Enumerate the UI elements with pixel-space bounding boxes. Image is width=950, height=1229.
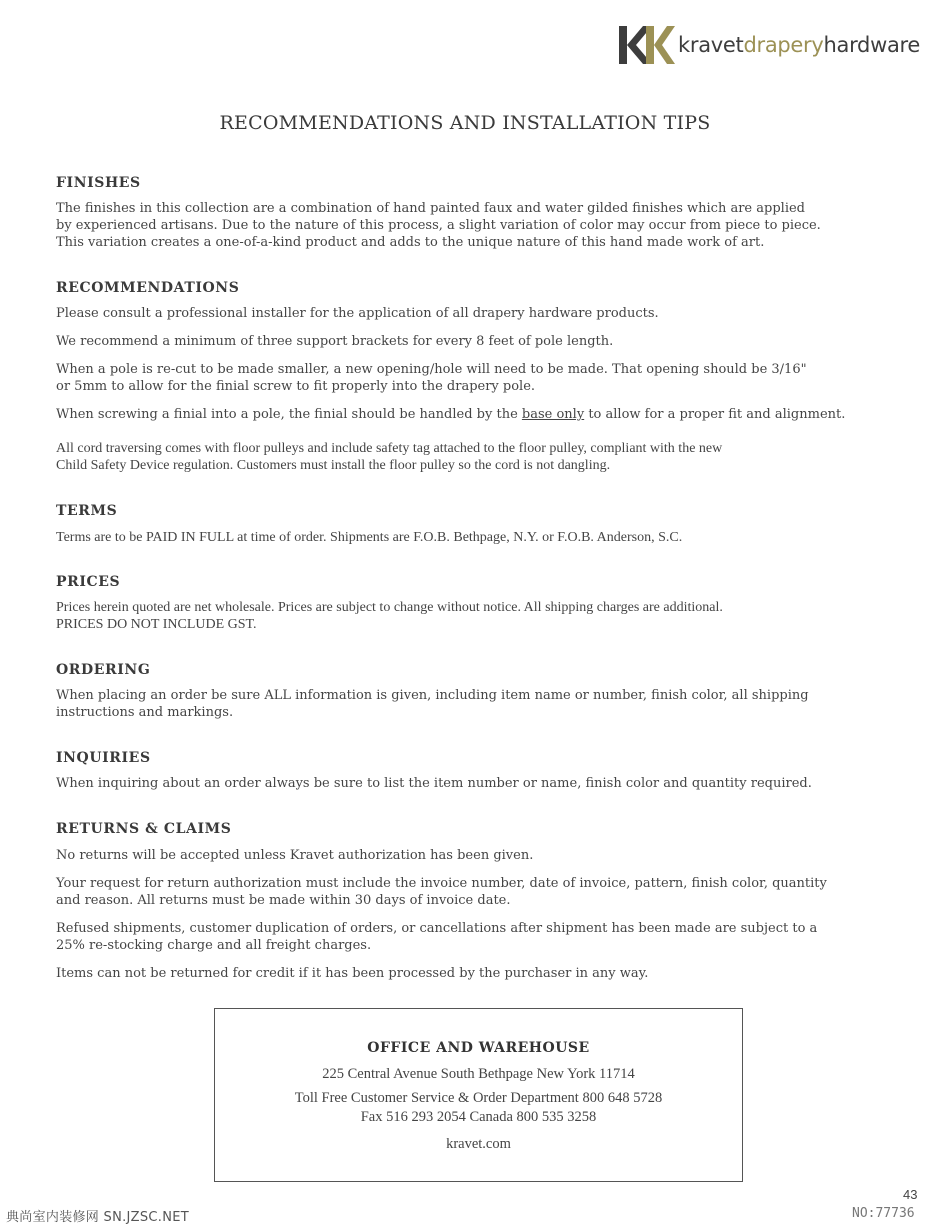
returns-request-line-2: and reason. All returns must be made within 30 days of invoice date.: [56, 893, 511, 908]
section-heading-recommendations: RECOMMENDATIONS: [56, 280, 240, 296]
section-heading-returns-claims: RETURNS & CLAIMS: [56, 821, 232, 837]
recommendations-recut-line-1: When a pole is re-cut to be made smaller, a new opening/hole will need to be made. That opening should be 3/16": [56, 362, 807, 377]
prices-text-line-2: PRICES DO NOT INCLUDE GST.: [56, 617, 257, 632]
office-warehouse-box: [214, 1008, 743, 1182]
recommendations-brackets: We recommend a minimum of three support brackets for every 8 feet of pole length.: [56, 334, 614, 349]
section-heading-terms: TERMS: [56, 503, 118, 519]
page-title: RECOMMENDATIONS AND INSTALLATION TIPS: [219, 112, 711, 134]
recommendations-recut-line-2: or 5mm to allow for the finial screw to fit properly into the drapery pole.: [56, 379, 536, 394]
office-title: OFFICE AND WAREHOUSE: [367, 1040, 590, 1056]
finial-text-before: When screwing a finial into a pole, the finial should be handled by the: [56, 407, 522, 422]
logo-word-hardware: hardware: [823, 32, 921, 57]
returns-refused-line-2: 25% re-stocking charge and all freight charges.: [56, 938, 372, 953]
page-number: 43: [903, 1187, 918, 1202]
logo-word-kravet: kravet: [678, 32, 744, 57]
prices-text-line-1: Prices herein quoted are net wholesale. Prices are subject to change without notice. All shipping charges are additional.: [56, 600, 723, 615]
returns-credit: Items can not be returned for credit if it has been processed by the purchaser in any way.: [56, 966, 649, 981]
ordering-text-line-1: When placing an order be sure ALL information is given, including item name or number, finish color, all shipping: [56, 688, 809, 703]
office-fax: Fax 516 293 2054 Canada 800 535 3258: [360, 1109, 597, 1125]
returns-request-line-1: Your request for return authorization must include the invoice number, date of invoice, pattern, finish color, quantity: [56, 876, 827, 891]
returns-refused-line-1: Refused shipments, customer duplication of orders, or cancellations after shipment has been made are subject to a: [56, 921, 818, 936]
terms-text: Terms are to be PAID IN FULL at time of order. Shipments are F.O.B. Bethpage, N.Y. or F.O.B. Anderson, S.C.: [56, 530, 683, 545]
recommendations-cord-line-2: Child Safety Device regulation. Customers must install the floor pulley so the cord is not dangling.: [56, 458, 611, 473]
ordering-text-line-2: instructions and markings.: [56, 705, 234, 720]
section-heading-prices: PRICES: [56, 574, 121, 590]
finishes-text-line-1: The finishes in this collection are a combination of hand painted faux and water gilded finishes which are applied: [56, 201, 805, 216]
returns-authorization: No returns will be accepted unless Kravet authorization has been given.: [56, 848, 534, 863]
recommendations-installer: Please consult a professional installer for the application of all drapery hardware products.: [56, 306, 659, 321]
office-website-link[interactable]: kravet.com: [446, 1136, 511, 1152]
logo-word-drapery: drapery: [743, 32, 824, 57]
section-heading-ordering: ORDERING: [56, 662, 151, 678]
finial-text-after: to allow for a proper fit and alignment.: [584, 407, 846, 422]
watermark-number: NO:77736: [852, 1206, 915, 1221]
kk-monogram-icon: [619, 26, 675, 64]
inquiries-text: When inquiring about an order always be sure to list the item number or name, finish color and quantity required.: [56, 776, 812, 791]
kravet-logo: [619, 26, 920, 64]
logo-wordmark: [678, 32, 921, 57]
recommendations-finial: [56, 406, 856, 423]
finishes-text-line-2: by experienced artisans. Due to the nature of this process, a slight variation of color may occur from piece to piece.: [56, 218, 821, 233]
finial-text-underlined: base only: [521, 407, 585, 422]
office-phone: Toll Free Customer Service & Order Department 800 648 5728: [294, 1090, 663, 1106]
office-address: 225 Central Avenue South Bethpage New York 11714: [322, 1066, 635, 1082]
section-heading-inquiries: INQUIRIES: [56, 750, 151, 766]
finishes-text-line-3: This variation creates a one-of-a-kind product and adds to the unique nature of this hand made work of art.: [56, 235, 765, 250]
section-heading-finishes: FINISHES: [56, 175, 141, 191]
recommendations-cord-line-1: All cord traversing comes with floor pulleys and include safety tag attached to the floor pulley, compliant with the new: [56, 441, 723, 456]
watermark-site: 典尚室内装修网 SN.JZSC.NET: [6, 1210, 190, 1225]
